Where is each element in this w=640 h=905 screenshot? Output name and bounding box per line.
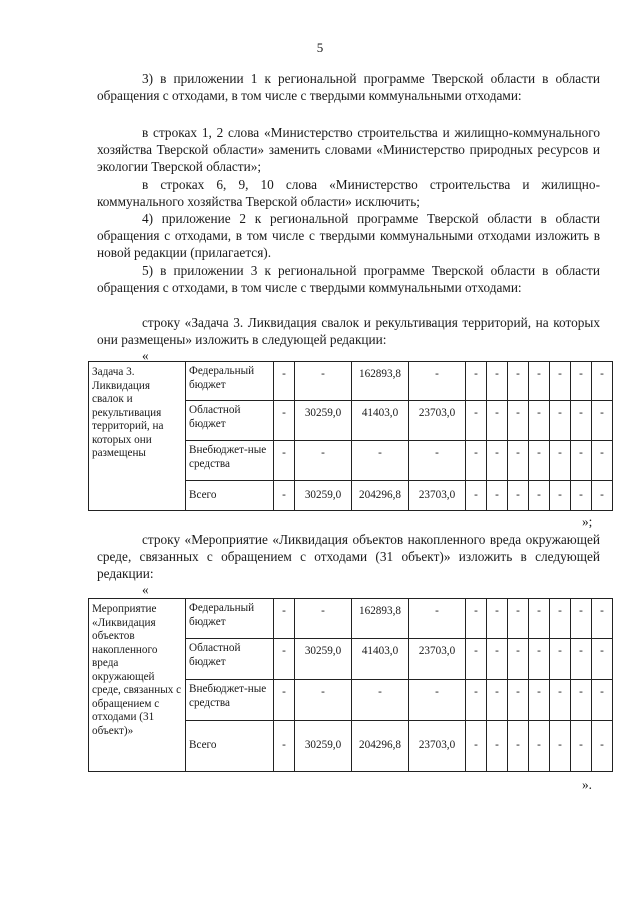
value-cell: - [508,639,529,680]
source-cell: Областной бюджет [186,639,274,680]
value-cell: 162893,8 [352,599,409,639]
value-cell: - [592,599,613,639]
source-cell: Областной бюджет [186,401,274,441]
value-cell: - [550,639,571,680]
table2-close-quote: ». [582,777,592,792]
source-cell: Федеральный бюджет [186,362,274,401]
value-cell: - [571,481,592,511]
table-measure [88,598,613,772]
value-cell: - [529,721,550,772]
value-cell: - [466,721,487,772]
paragraph-item-4: 4) приложение 2 к региональной программе Тверской области в области обращения с отходами, в том числе с твердыми коммунальными отходами изложить в новой редакции (прилагается). [97,211,600,260]
value-cell: - [409,599,466,639]
value-cell: - [550,441,571,481]
value-cell: - [508,599,529,639]
value-cell: - [352,680,409,721]
value-cell: - [487,401,508,441]
value-cell: - [409,441,466,481]
paragraph-item-5: 5) в приложении 3 к региональной программе Тверской области в области обращения с отходами, в том числе с твердыми коммунальными отходами: [97,263,600,295]
table-row [89,362,613,401]
table-row [89,599,613,639]
value-cell: - [508,441,529,481]
value-cell: 30259,0 [295,481,352,511]
value-cell: - [466,639,487,680]
value-cell: - [592,401,613,441]
paragraph-measure-intro: строку «Мероприятие «Ликвидация объектов накопленного вреда окружающей среде, связанных с обращением с отходами (31 объект)» изложить в следующей редакции: [97,532,600,581]
value-cell: - [274,362,295,401]
value-cell: - [550,721,571,772]
value-cell: - [508,721,529,772]
value-cell: - [508,401,529,441]
value-cell: - [487,721,508,772]
value-cell: - [409,680,466,721]
table2-title-cell: Мероприятие «Ликвидация объектов накопленного вреда окружающей среде, связанных с обращением с отходами (31 объект)» [89,599,186,772]
value-cell: 204296,8 [352,721,409,772]
value-cell: - [487,481,508,511]
value-cell: - [274,639,295,680]
value-cell: - [592,441,613,481]
value-cell: - [352,441,409,481]
value-cell: - [508,680,529,721]
value-cell: 23703,0 [409,639,466,680]
source-cell: Всего [186,721,274,772]
value-cell: - [592,721,613,772]
value-cell: - [295,441,352,481]
value-cell: - [571,721,592,772]
table2-open-quote: « [142,582,149,597]
value-cell: - [550,362,571,401]
paragraph-rows-6-9-10: в строках 6, 9, 10 слова «Министерство строительства и жилищно-коммунального хозяйства Тверской области» исключить; [97,177,600,209]
value-cell: - [274,721,295,772]
source-cell: Внебюджет-ные средства [186,680,274,721]
value-cell: - [592,639,613,680]
source-cell: Федеральный бюджет [186,599,274,639]
value-cell: - [274,680,295,721]
value-cell: 23703,0 [409,481,466,511]
value-cell: - [487,639,508,680]
value-cell: 162893,8 [352,362,409,401]
value-cell: - [295,599,352,639]
value-cell: - [487,362,508,401]
value-cell: - [466,441,487,481]
value-cell: - [274,599,295,639]
value-cell: - [550,401,571,441]
value-cell: - [508,362,529,401]
value-cell: - [466,599,487,639]
value-cell: 41403,0 [352,639,409,680]
value-cell: - [466,401,487,441]
value-cell: - [508,481,529,511]
value-cell: - [295,362,352,401]
source-cell: Всего [186,481,274,511]
table1-close-quote: »; [582,514,593,529]
value-cell: - [529,481,550,511]
value-cell: - [487,680,508,721]
value-cell: - [550,481,571,511]
value-cell: - [529,441,550,481]
value-cell: - [274,441,295,481]
value-cell: - [466,362,487,401]
value-cell: - [529,680,550,721]
value-cell: 41403,0 [352,401,409,441]
value-cell: - [571,599,592,639]
value-cell: - [409,362,466,401]
value-cell: 30259,0 [295,639,352,680]
table1-open-quote: « [142,348,149,363]
value-cell: - [274,401,295,441]
page-number: 5 [316,40,324,55]
value-cell: - [487,441,508,481]
value-cell: - [592,362,613,401]
paragraph-rows-1-2: в строках 1, 2 слова «Министерство строительства и жилищно-коммунального хозяйства Тверской области» заменить словами «Министерство природных ресурсов и экологии Тверской области»; [97,125,600,174]
value-cell: - [466,481,487,511]
value-cell: - [571,441,592,481]
value-cell: 30259,0 [295,721,352,772]
value-cell: - [571,362,592,401]
value-cell: 204296,8 [352,481,409,511]
value-cell: - [571,401,592,441]
value-cell: - [274,481,295,511]
value-cell: - [487,599,508,639]
value-cell: - [571,680,592,721]
value-cell: - [466,680,487,721]
table-task-3 [88,361,613,511]
value-cell: - [550,599,571,639]
value-cell: - [550,680,571,721]
value-cell: - [295,680,352,721]
value-cell: 30259,0 [295,401,352,441]
source-cell: Внебюджет-ные средства [186,441,274,481]
paragraph-task-3-intro: строку «Задача 3. Ликвидация свалок и рекультивация территорий, на которых они размещены» изложить в следующей редакции: [97,315,600,347]
value-cell: - [592,481,613,511]
value-cell: - [571,639,592,680]
value-cell: - [529,599,550,639]
value-cell: - [529,639,550,680]
table1-title-cell: Задача 3. Ликвидация свалок и рекультивация территорий, на которых они размещены [89,362,186,511]
value-cell: 23703,0 [409,401,466,441]
value-cell: - [529,401,550,441]
value-cell: - [592,680,613,721]
paragraph-item-3: 3) в приложении 1 к региональной программе Тверской области в области обращения с отходами, в том числе с твердыми коммунальными отходами: [97,71,600,103]
value-cell: 23703,0 [409,721,466,772]
value-cell: - [529,362,550,401]
